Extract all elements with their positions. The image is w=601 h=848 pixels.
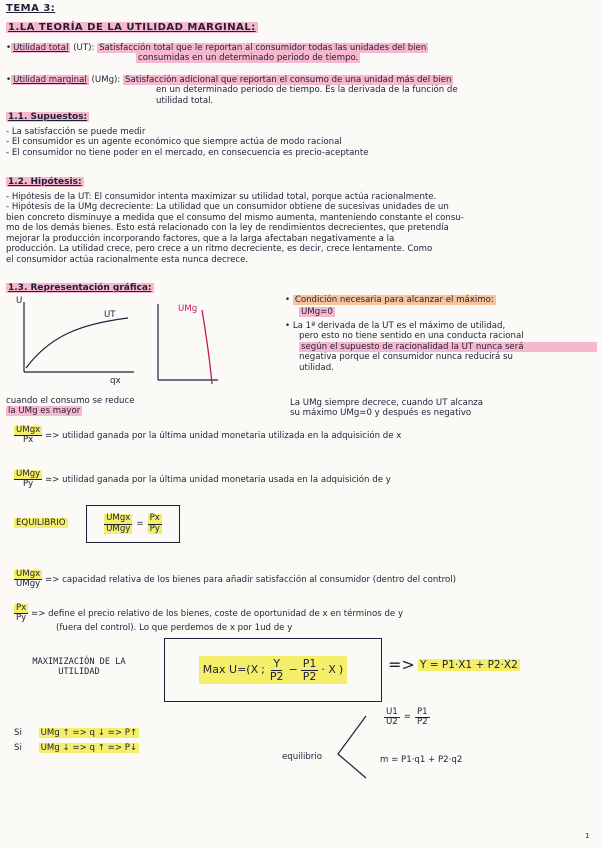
supuestos-title-text: 1.1. Supuestos: (8, 112, 88, 122)
frac-umgy-num: UMgy (16, 469, 41, 479)
hipotesis-line-1: - Hipótesis de la UT: El consumidor intenta maximizar su utilidad total, porque actúa racionalmente. (6, 192, 437, 202)
maximizacion-l1: MAXIMIZACIÓN DE LA (32, 657, 126, 667)
equil-umgy: UMgy (106, 523, 131, 534)
graph-ut (10, 296, 140, 388)
formula-1-text: => utilidad ganada por la última unidad monetaria utilizada en la adquisición de x (44, 431, 402, 442)
equil-equals: = (136, 518, 144, 529)
graph-ut-xlabel: qx (110, 376, 121, 386)
ratio-umgx: UMgx (16, 569, 41, 579)
frac-p2: P2 (416, 717, 428, 728)
formula-4-text: => define el precio relativo de los bienes, coste de oportunidad de x en términos de y (31, 609, 404, 620)
equilibrio-small-label: equilibrio (282, 752, 322, 762)
maximizacion-label (14, 657, 144, 678)
equil-px: Px (149, 513, 160, 524)
hipotesis-line-3: bien concreto disminuye a medida que el consumo del mismo aumenta, manteniendo constante el consu- (6, 212, 464, 223)
abbr-ut: (UT): (73, 43, 95, 53)
page-number: 1 (585, 832, 590, 840)
frac-umgx-px (14, 426, 42, 445)
hipotesis-line-5: mejorar la producción incorporando factores, que a la larga afectaban negativamente a la (6, 233, 395, 244)
def-umg-line2: en un determinado periodo de tiempo. Es la derivada de la función de (156, 85, 458, 96)
frac-py-den: Py (22, 479, 34, 490)
budget-constraint (418, 659, 520, 672)
note-derivada-l5: utilidad. (299, 362, 334, 373)
equilibrio-label (14, 518, 68, 528)
equil-umgx: UMgx (106, 513, 131, 524)
note-condicion: • Condición necesaria para alcanzar el máximo: (285, 295, 494, 305)
formula-umgy-py (14, 470, 596, 489)
def-umg-line3: utilidad total. (156, 95, 214, 106)
frac-p1-p2 (415, 708, 430, 727)
max-frac-p2b: P2 (302, 669, 317, 683)
formula-4-text-2: (fuera del control). Lo que perdemos de x por 1ud de y (56, 623, 293, 634)
frac-u1-u2 (384, 708, 400, 727)
graph-umg (152, 300, 222, 386)
note-consumo-l2-text: la UMg es mayor (8, 406, 81, 417)
hipotesis-title-text: 1.2. Hipótesis: (8, 177, 82, 187)
note-condicion-eq: UMg=0 (301, 307, 333, 318)
representacion-title-text: 1.3. Representación gráfica: (8, 283, 152, 293)
note-derivada-l1: La 1ª derivada de la UT es el máximo de utilidad, (292, 320, 506, 331)
frac-umgx-num: UMgx (16, 425, 41, 435)
frac-p-ratio (14, 604, 28, 623)
supuestos-list (6, 127, 596, 158)
si-2-prefix: Si (14, 743, 22, 753)
note-consumo (6, 396, 135, 417)
maximizacion-l2: UTILIDAD (58, 667, 100, 678)
ratio-umgy: UMgy (16, 579, 41, 590)
graph-ut-ylabel: U (16, 296, 23, 306)
frac-umgy-py (14, 470, 42, 489)
graph-ut-svg (10, 296, 140, 388)
note-derivada-l4: negativa porque el consumidor nunca reducirá su (299, 352, 513, 363)
equil-ratio-equals: = (403, 712, 411, 723)
equilibrio-box (86, 505, 180, 543)
formula-umgx-px (14, 426, 596, 445)
equil-py: Py (149, 523, 160, 534)
supuesto-3: - El consumidor no tiene poder en el mercado, en consecuencia es precio-aceptante (6, 147, 369, 158)
note-umg-l2: su máximo UMg=0 y después es negativo (290, 408, 472, 419)
def-utilidad-total: • Utilidad total (UT): Satisfacción total que le reportan al consumidor todas las unidades del bien consumidas en un determinado periodo de tiempo. (6, 43, 427, 64)
section-hipotesis-title (6, 177, 84, 188)
equilibrio-label-text: EQUILIBRIO (16, 518, 66, 528)
max-frac-p2: P2 (269, 669, 284, 683)
def-ut-line2: consumidas en un determinado periodo de tiempo. (138, 53, 359, 64)
title-text: 1.LA TEORÍA DE LA UTILIDAD MARGINAL: (8, 22, 256, 33)
formula-2-text: => utilidad ganada por la última unidad monetaria usada en la adquisición de y (44, 475, 391, 486)
max-frac-y-p2 (268, 658, 286, 682)
frac-p1: P1 (416, 707, 428, 717)
equil-frac-p (148, 514, 162, 533)
max-frac-p1: P1 (302, 656, 317, 670)
note-derivada: • La 1ª derivada de la UT es el máximo de utilidad, (285, 320, 506, 331)
max-arrow: => (388, 655, 415, 674)
hipotesis-line-7: el consumidor actúa racionalmente esta nunca decrece. (6, 254, 249, 265)
note-umg-l1: La UMg siempre decrece, cuando UT alcanza (290, 398, 484, 408)
hipotesis-line-4: mo de los demás bienes. Esto está relacionado con la ley de rendimientos decrecientes, que pretendía (6, 223, 449, 234)
def-umg-line1: Satisfacción adicional que reportan el consumo de una unidad más del bien (125, 75, 452, 85)
max-eq-part-d: ) (338, 663, 344, 677)
equil-ratio-formula (384, 708, 430, 727)
max-minus: − (288, 663, 298, 677)
max-equation (199, 656, 347, 684)
frac-u2: U2 (386, 717, 398, 728)
si-line-1 (14, 728, 139, 738)
hipotesis-line-6: producción. La utilidad crece, pero crece a un ritmo decreciente, es decir, crece lentamente. Como (6, 244, 433, 255)
umg-curve (202, 310, 212, 384)
brace-path (338, 716, 366, 778)
supuesto-1: - La satisfacción se puede medir (6, 127, 146, 137)
ratio-px: Px (16, 603, 27, 613)
graph-umg-curve-label: UMg (178, 304, 198, 314)
term-ut: Utilidad total (13, 43, 69, 53)
def-ut-line1: Satisfacción total que le reportan al consumidor todas las unidades del bien (99, 43, 427, 53)
note-derivada-l2: pero esto no tiene sentido en una conducta racional (299, 331, 524, 342)
abbr-umg: (UMg): (91, 75, 121, 85)
term-umg: Utilidad marginal (13, 75, 87, 85)
formula-precio-relativo (14, 604, 600, 634)
graph-ut-curve-label: UT (104, 310, 116, 320)
formula-capacidad (14, 570, 600, 589)
ratio-py: Py (16, 613, 27, 624)
frac-px-den: Px (22, 435, 34, 446)
ut-curve (26, 318, 128, 368)
si-1-text: UMg ↑ => q ↓ => P↑ (40, 728, 138, 738)
max-frac-p1-p2 (301, 658, 319, 682)
formula-3-text: => capacidad relativa de los bienes para añadir satisfacción al consumidor (dentro del control) (44, 575, 456, 586)
max-eq-part-a: Max U=(X (202, 663, 259, 677)
equil-frac-umg (104, 514, 132, 533)
note-derivada-l3: según el supuesto de racionalidad la UT nunca será (299, 342, 597, 352)
note-condicion-text: Condición necesaria para alcanzar el máximo: (294, 295, 494, 305)
budget-text: Y = P1·X1 + P2·X2 (420, 659, 518, 671)
max-eq-part-b: ; (261, 663, 265, 677)
equilibrio-brace (330, 712, 370, 782)
hipotesis-text (6, 192, 596, 265)
budget-m: m = P1·q1 + P2·q2 (380, 755, 463, 765)
max-frac-y: Y (273, 656, 281, 670)
def-utilidad-marginal: • Utilidad marginal (UMg): Satisfacción adicional que reportan el consumo de una unidad más del bien en un determinado periodo de tiempo. Es la derivada de la función de utilidad total. (6, 75, 458, 106)
note-consumo-l1: cuando el consumo se reduce (6, 396, 135, 406)
si-line-2 (14, 743, 139, 753)
note-umg-decrece (290, 398, 483, 419)
frac-u1: U1 (386, 707, 398, 717)
graph-notes (285, 295, 597, 373)
supuesto-2: - El consumidor es un agente económico que siempre actúa de modo racional (6, 137, 342, 148)
note-condicion-eq-wrap (299, 307, 597, 317)
section-supuestos-title (6, 112, 89, 123)
hipotesis-line-2: - Hipótesis de la UMg decreciente: La utilidad que un consumidor obtiene de sucesivas unidades de un (6, 202, 449, 213)
max-eq-part-c: · X (321, 663, 336, 677)
page-title (6, 22, 258, 34)
si-2-text: UMg ↓ => q ↑ => P↓ (40, 743, 138, 753)
maximizacion-box (164, 638, 382, 702)
section-representacion-title (6, 283, 154, 294)
si-1-prefix: Si (14, 728, 22, 738)
topic-label: TEMA 3: (6, 3, 56, 14)
frac-umg-ratio (14, 570, 42, 589)
note-consumo-l2 (6, 406, 135, 416)
